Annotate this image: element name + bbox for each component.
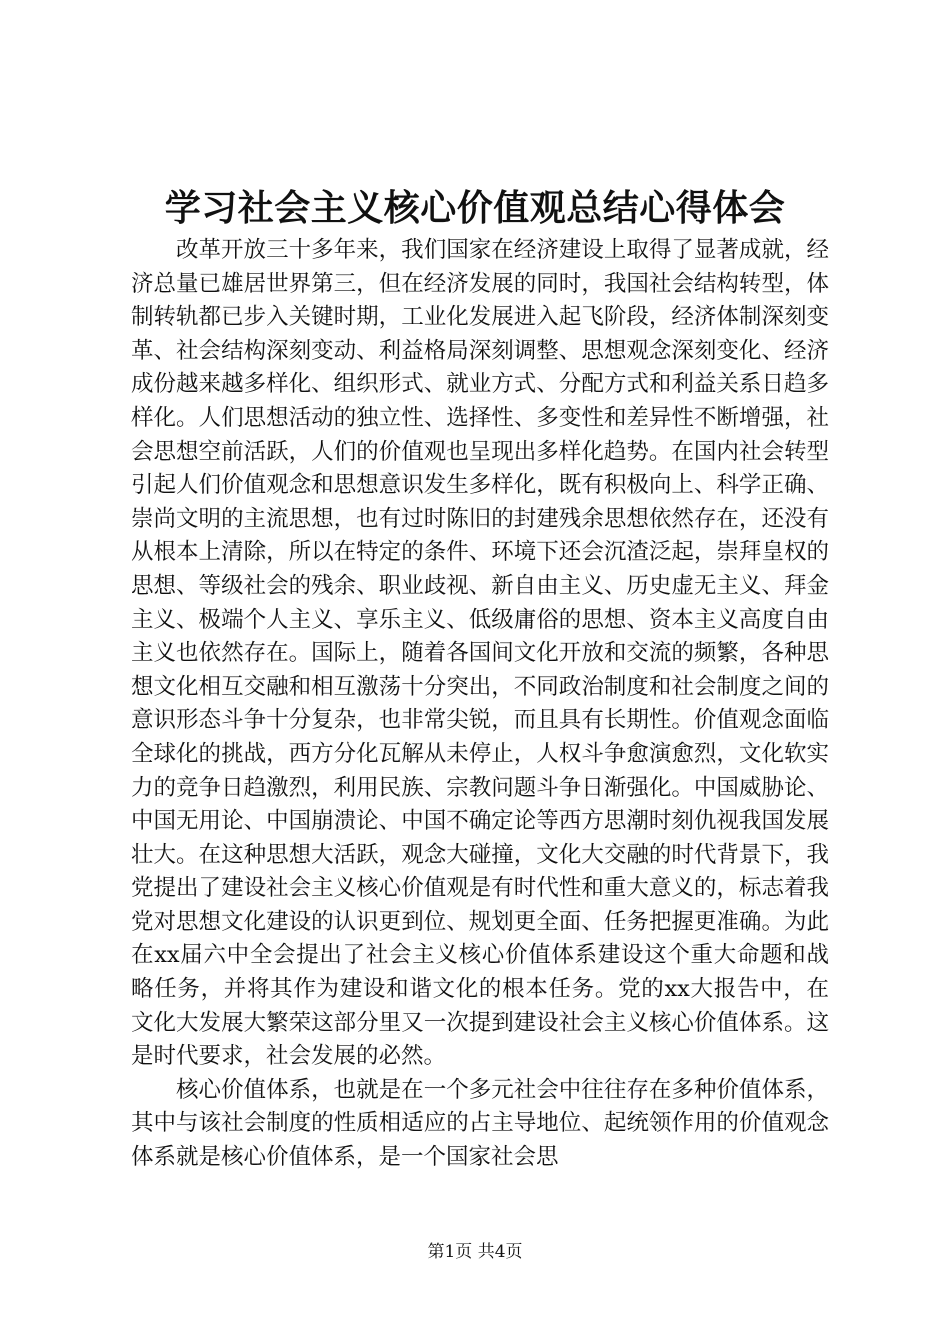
paragraph-2: 核心价值体系，也就是在一个多元社会中往往存在多种价值体系，其中与该社会制度的性质相适应的占主导地位、起统领作用的价值观念体系就是核心价值体系，是一个国家社会思 <box>131 1076 829 1171</box>
page-footer: 第1页 共4页 <box>427 1242 523 1262</box>
document-body <box>131 234 829 1175</box>
document-title: 学习社会主义核心价值观总结心得体会 <box>164 188 786 229</box>
paragraph-1: 改革开放三十多年来，我们国家在经济建设上取得了显著成就，经济总量已雄居世界第三，但在经济发展的同时，我国社会结构转型，体制转轨都已步入关键时期，工业化发展进入起飞阶段，经济体制深刻变革、社会结构深刻变动、利益格局深刻调整、思想观念深刻变化、经济成份越来越多样化、组织形式、就业方式、分配方式和利益关系日趋多样化。人们思想活动的独立性、选择性、多变性和差异性不断增强，社会思想空前活跃，人们的价值观也呈现出多样化趋势。在国内社会转型引起人们价值观念和思想意识发生多样化，既有积极向上、科学正确、崇尚文明的主流思想，也有过时陈旧的封建残余思想依然存在，还没有从根本上清除，所以在特定的条件、环境下还会沉渣泛起，崇拜皇权的思想、等级社会的残余、职业歧视、新自由主义、历史虚无主义、拜金主义、极端个人主义、享乐主义、低级庸俗的思想、资本主义高度自由主义也依然存在。国际上，随着各国间文化开放和交流的频繁，各种思想文化相互交融和相互激荡十分突出，不同政治制度和社会制度之间的意识形态斗争十分复杂，也非常尖锐，而且具有长期性。价值观念面临全球化的挑战，西方分化瓦解从未停止，人权斗争愈演愈烈，文化软实力的竞争日趋激烈，利用民族、宗教问题斗争日渐强化。中国威胁论、中国无用论、中国崩溃论、中国不确定论等西方思潮时刻仇视我国发展壮大。在这种思想大活跃，观念大碰撞，文化大交融的时代背景下，我党提出了建设社会主义核心价值观是有时代性和重大意义的，标志着我党对思想文化建设的认识更到位、规划更全面、任务把握更准确。为此在xx届六中全会提出了社会主义核心价值体系建设这个重大命题和战略任务，并将其作为建设和谐文化的根本任务。党的xx大报告中，在文化大发展大繁荣这部分里又一次提到建设社会主义核心价值体系。这是时代要求，社会发展的必然。 <box>131 237 829 1070</box>
